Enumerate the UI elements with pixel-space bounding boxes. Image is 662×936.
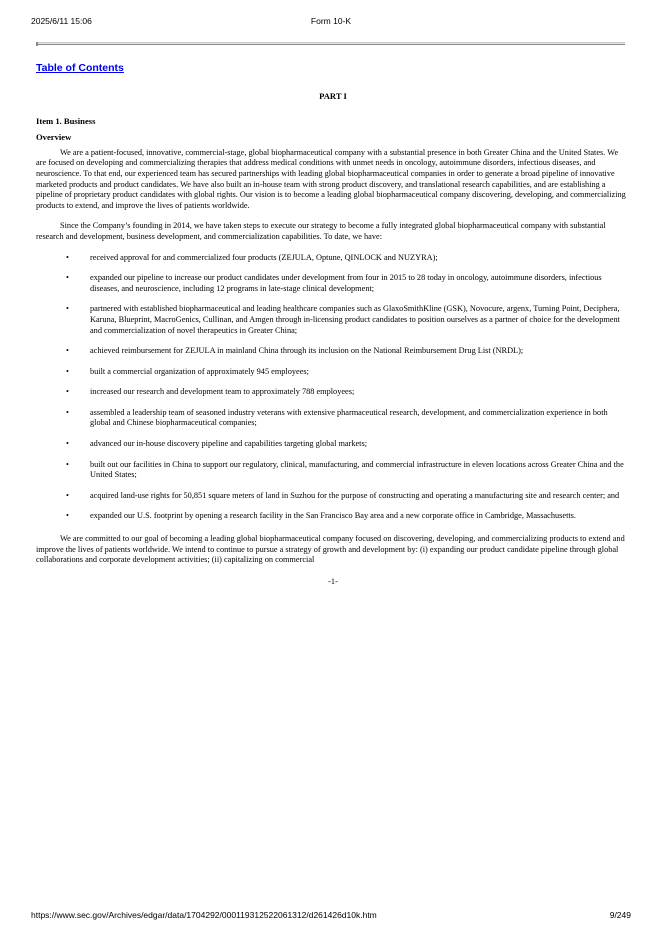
bullet-icon: • <box>66 252 69 262</box>
bullet-icon: • <box>66 439 69 449</box>
list-item <box>36 346 630 357</box>
rule-end-mark <box>36 42 38 46</box>
list-item-text: advanced our in-house discovery pipeline and capabilities targeting global markets; <box>90 439 368 449</box>
achievements-list <box>36 253 630 523</box>
print-page-indicator: 9/249 <box>609 910 631 920</box>
bullet-icon: • <box>66 366 69 376</box>
list-item <box>36 460 630 481</box>
list-item-text: acquired land-use rights for 50,851 square meters of land in Suzhou for the purpose of constructing and operating a manufacturing site and research center; and <box>90 490 620 500</box>
horizontal-rule <box>36 42 625 45</box>
bullet-icon: • <box>66 346 69 356</box>
list-item-text: expanded our U.S. footprint by opening a research facility in the San Francisco Bay area and a new corporate office in Cambridge, Massachusetts. <box>90 511 576 521</box>
overview-paragraph: We are a patient-focused, innovative, commercial-stage, global biopharmaceutical company with a substantial presence in both Greater China and the United States. We are focused on developing and commercializing therapies that address medical conditions with unmet needs in oncology, autoimmune disorders, infectious diseases, and neuroscience. To that end, our experienced team has secured partnerships with leading global biopharmaceutical companies in order to generate a broad pipeline of innovative marketed products and product candidates. We have also built an in-house team with strong product discovery, and translational research capabilities, and are establishing a pipeline of proprietary product candidates with global rights. Our vision is to become a leading global biopharmaceutical company discovering, developing, and commercializing products to extend, and improve the lives of patients worldwide. <box>36 147 626 210</box>
list-item <box>36 273 630 294</box>
list-item-text: built a commercial organization of approximately 945 employees; <box>90 366 309 376</box>
bullet-icon: • <box>66 273 69 283</box>
bullet-icon: • <box>66 304 69 314</box>
list-item-text: expanded our pipeline to increase our product candidates under development from four in 2015 to 28 today in oncology, autoimmune disorders, infectious diseases, and neuroscience, including 12 programs in late-stage clinical development; <box>90 273 602 293</box>
list-item-text: received approval for and commercialized four products (ZEJULA, Optune, QINLOCK and NUZYRA); <box>90 252 438 262</box>
bullet-icon: • <box>66 407 69 417</box>
list-item-text: partnered with established biopharmaceutical and leading healthcare companies such as GlaxoSmithKline (GSK), Novocure, argenx, Turning Point, Deciphera, Karuna, Blueprint, MacroGenics, Cullinan, and Amgen through in-licensing product candidates to position ourselves as a partner of choice for the development and commercialization of novel therapeutics in Greater China; <box>90 304 620 335</box>
document-body <box>36 91 630 587</box>
document-url: https://www.sec.gov/Archives/edgar/data/1704292/000119312522061312/d261426d10k.htm <box>31 910 377 920</box>
print-page-title: Form 10-K <box>310 16 352 26</box>
list-item <box>36 367 630 378</box>
bullet-icon: • <box>66 387 69 397</box>
list-item-text: achieved reimbursement for ZEJULA in mainland China through its inclusion on the National Reimbursement Drug List (NRDL); <box>90 346 524 356</box>
history-paragraph: Since the Company’s founding in 2014, we have taken steps to execute our strategy to become a fully integrated global biopharmaceutical company with substantial research and development, business development, and commercialization capabilities. To date, we have: <box>36 221 606 241</box>
list-item <box>36 491 630 502</box>
bullet-icon: • <box>66 459 69 469</box>
list-item <box>36 304 630 336</box>
item-heading: Item 1. Business <box>36 115 96 126</box>
list-item-text: increased our research and development team to approximately 788 employees; <box>90 387 355 397</box>
bullet-icon: • <box>66 511 69 521</box>
list-item-text: assembled a leadership team of seasoned industry veterans with extensive pharmaceutical research, development, and commercialization experience in both global and Chinese biopharmaceutical companies; <box>90 407 608 428</box>
list-item <box>36 511 630 522</box>
list-item <box>36 408 630 429</box>
strategy-paragraph: We are committed to our goal of becoming a leading global biopharmaceutical company focused on discovering, developing, and commercializing products to extend and improve the lives of patients worldwide. We intend to continue to pursue a strategy of growth and development by: (i) expanding our product candidate pipeline through global collaborations and corporate development activities; (ii) capitalizing on commercial <box>36 534 625 565</box>
list-item <box>36 253 630 264</box>
part-heading: PART I <box>319 91 347 101</box>
section-heading: Overview <box>36 132 72 143</box>
list-item <box>36 387 630 398</box>
page-number: -1- <box>328 576 338 586</box>
list-item <box>36 439 630 450</box>
table-of-contents-link[interactable]: Table of Contents <box>36 62 124 74</box>
print-datetime: 2025/6/11 15:06 <box>31 16 92 26</box>
list-item-text: built out our facilities in China to support our regulatory, clinical, manufacturing, and commercial infrastructure in eleven locations across Greater China and the United States; <box>90 459 624 480</box>
bullet-icon: • <box>66 490 69 500</box>
